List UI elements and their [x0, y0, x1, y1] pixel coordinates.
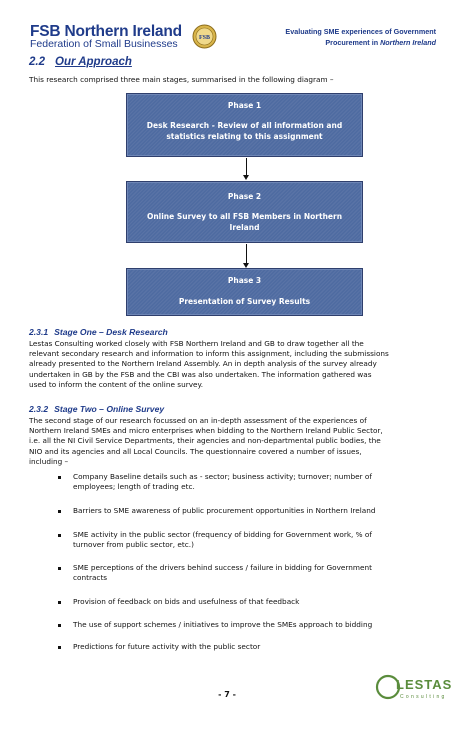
stage-two-title: Stage Two – Online Survey [54, 404, 165, 414]
phase-3-text: Presentation of Survey Results [178, 297, 311, 306]
stage-two-paragraph [29, 416, 445, 467]
paragraph-line: i.e. all the NI Civil Service Departments, their agencies and non-departmental public bodies, the [29, 436, 381, 446]
phase-1-box [126, 93, 363, 157]
page-number: - 7 - [218, 690, 236, 699]
lestas-logo [374, 673, 453, 707]
list-item-line: The use of support schemes / initiatives to improve the SMEs approach to bidding [73, 620, 373, 629]
section-intro: This research comprised three main stages, summarised in the following diagram – [29, 75, 334, 84]
brand-subtitle: Federation of Small Businesses [30, 38, 178, 50]
phase-1-text: Desk Research - Review of all information and statistics relating to this assignment [146, 121, 343, 141]
phase-3-box [126, 268, 363, 316]
list-item-line: employees; length of trading etc. [73, 482, 195, 492]
fsb-seal-icon [192, 24, 217, 49]
report-title [285, 27, 436, 48]
bullet-icon [58, 534, 61, 537]
paragraph-line: The second stage of our research focussed on an in-depth assessment of the experiences of [29, 416, 367, 425]
logo-text: LESTAS [396, 677, 453, 692]
phase-2-title: Phase 2 [227, 192, 262, 201]
report-title-line2 [285, 38, 436, 49]
seal-text: FSB [198, 34, 211, 41]
phase-2-text: Online Survey to all FSB Members in Northern Ireland [146, 212, 343, 232]
logo-subtext: Consulting [400, 694, 447, 700]
paragraph-line: already presented to the Northern Ireland Assembly. An in depth analysis of the survey already [29, 359, 377, 369]
stage-two-number: 2.3.2 [29, 404, 49, 414]
list-item-line: Predictions for future activity with the public sector [73, 642, 261, 651]
arrow-1-icon [243, 158, 251, 180]
stage-two-heading [29, 404, 164, 414]
list-item-text [73, 597, 299, 607]
stage-one-heading [29, 327, 168, 337]
paragraph-line: relevant secondary research and information to inform this assignment, including the submissions [29, 349, 389, 359]
phase-1-title: Phase 1 [227, 101, 262, 110]
paragraph-line: used to inform the content of the online survey. [29, 379, 204, 389]
list-item-line: contracts [73, 573, 108, 583]
list-item-text [73, 642, 260, 652]
section-title: Our Approach [55, 56, 132, 68]
section-number: 2.2 [29, 56, 45, 68]
list-item-text [73, 530, 372, 550]
phase-2-box [126, 181, 363, 243]
bullet-icon [58, 567, 61, 570]
list-item-text [73, 563, 372, 583]
arrow-2-icon [243, 244, 251, 268]
page-header [0, 0, 454, 54]
report-title-prefix: Procurement in [325, 37, 381, 47]
report-title-line1: Evaluating SME experiences of Government [285, 27, 436, 36]
bullet-icon [58, 510, 61, 513]
list-item-text [73, 472, 372, 492]
section-heading [29, 56, 132, 68]
bullet-icon [58, 624, 61, 627]
paragraph-line: including – [29, 456, 69, 466]
list-item-line: Barriers to SME awareness of public procurement opportunities in Northern Ireland [73, 506, 376, 515]
stage-one-paragraph [29, 339, 445, 390]
stage-one-title: Stage One – Desk Research [54, 327, 168, 337]
bullet-icon [58, 476, 61, 479]
report-title-region: Northern Ireland [380, 37, 436, 47]
list-item-line: SME perceptions of the drivers behind success / failure in bidding for Government [73, 563, 372, 572]
stage-one-number: 2.3.1 [29, 327, 49, 337]
list-item-line: SME activity in the public sector (frequency of bidding for Government work, % of [73, 530, 372, 539]
paragraph-line: Northern Ireland SMEs and micro enterprises when bidding to the Northern Ireland Public Sector, [29, 426, 383, 436]
list-item-line: Company Baseline details such as - sector; business activity; turnover; number of [73, 472, 372, 481]
list-item-line: turnover from public sector, etc.) [73, 540, 194, 550]
bullet-icon [58, 601, 61, 604]
paragraph-line: Lestas Consulting worked closely with FSB Northern Ireland and GB to draw together all the [29, 339, 364, 348]
list-item-text [73, 620, 372, 630]
phase-3-title: Phase 3 [227, 276, 262, 285]
bullet-icon [58, 646, 61, 649]
brand-title: FSB Northern Ireland [30, 23, 182, 40]
list-item-line: Provision of feedback on bids and usefulness of that feedback [73, 597, 300, 606]
list-item-text [73, 506, 375, 516]
paragraph-line: undertaken in GB by the FSB and the CBI was also undertaken. The information gathered was [29, 369, 372, 379]
paragraph-line: NIO and its agencies and all Local Councils. The questionnaire covered a number of issues, [29, 446, 362, 456]
